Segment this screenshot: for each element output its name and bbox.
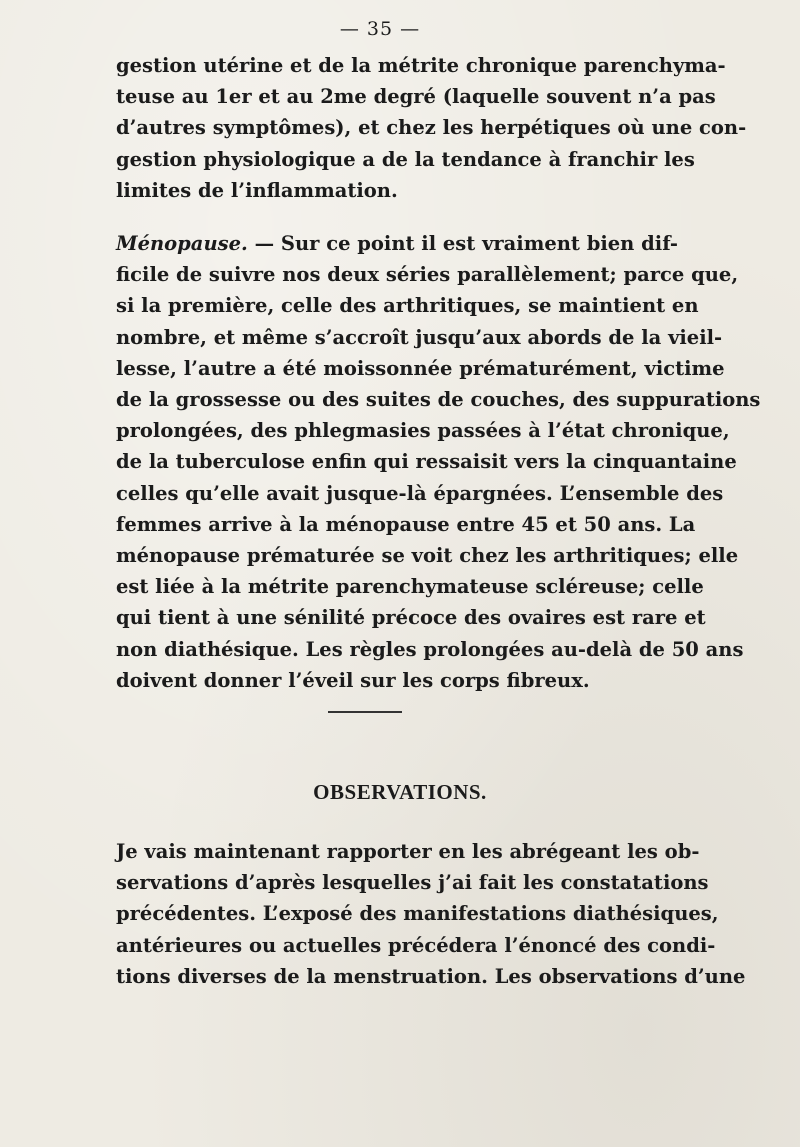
text-line: ménopause prématurée se voit chez les arthritiques; elle xyxy=(116,544,739,568)
text-line: antérieures ou actuelles précédera l’énoncé des condi- xyxy=(116,933,716,957)
text-line: Je vais maintenant rapporter en les abrégeant les ob- xyxy=(116,840,700,863)
paragraph-menopause xyxy=(116,228,761,696)
text-line: tions diverses de la menstruation. Les observations d’une xyxy=(116,964,746,988)
text-line: gestion utérine et de la métrite chronique parenchyma- xyxy=(116,54,726,77)
section-divider-rule xyxy=(328,711,402,713)
text-line-with-lead xyxy=(116,228,678,259)
text-line: prolongées, des phlegmasies passées à l’état chronique, xyxy=(116,419,730,443)
text-fragment: — Sur ce point il est vraiment bien dif- xyxy=(247,232,678,255)
text-line: précédentes. L’exposé des manifestations diathésiques, xyxy=(116,902,719,926)
paragraph-observations-intro xyxy=(116,836,746,992)
text-line: limites de l’inflammation. xyxy=(116,178,398,202)
text-line: femmes arrive à la ménopause entre 45 et 50 ans. La xyxy=(116,512,696,536)
text-line: ficile de suivre nos deux séries parallèlement; parce que, xyxy=(116,263,739,287)
text-line: gestion physiologique a de la tendance à franchir les xyxy=(116,147,695,171)
text-line: teuse au 1er et au 2me degré (laquelle souvent n’a pas xyxy=(116,85,716,109)
text-line: non diathésique. Les règles prolongées au-delà de 50 ans xyxy=(116,637,744,661)
text-line: de la tuberculose enfin qui ressaisit vers la cinquantaine xyxy=(116,450,737,474)
paragraph-continued xyxy=(116,50,747,206)
text-line: celles qu’elle avait jusque-là épargnées. L’ensemble des xyxy=(116,481,724,505)
text-line: lesse, l’autre a été moissonnée prématurément, victime xyxy=(116,356,725,380)
text-line: est liée à la métrite parenchymateuse scléreuse; celle xyxy=(116,575,704,599)
text-line: d’autres symptômes), et chez les herpétiques où une con- xyxy=(116,116,747,140)
text-line: nombre, et même s’accroît jusqu’aux abords de la vieil- xyxy=(116,325,723,349)
page-number: — 35 — xyxy=(339,18,421,40)
text-line: servations d’après lesquelles j’ai fait les constatations xyxy=(116,871,709,895)
section-heading: OBSERVATIONS. xyxy=(313,780,487,804)
text-line: doivent donner l’éveil sur les corps fibreux. xyxy=(116,668,590,692)
text-line: qui tient à une sénilité précoce des ovaires est rare et xyxy=(116,606,706,630)
text-line: de la grossesse ou des suites de couches, des suppurations xyxy=(116,388,761,412)
text-line: si la première, celle des arthritiques, se maintient en xyxy=(116,294,699,318)
paragraph-lead-title: Ménopause. xyxy=(116,232,248,255)
